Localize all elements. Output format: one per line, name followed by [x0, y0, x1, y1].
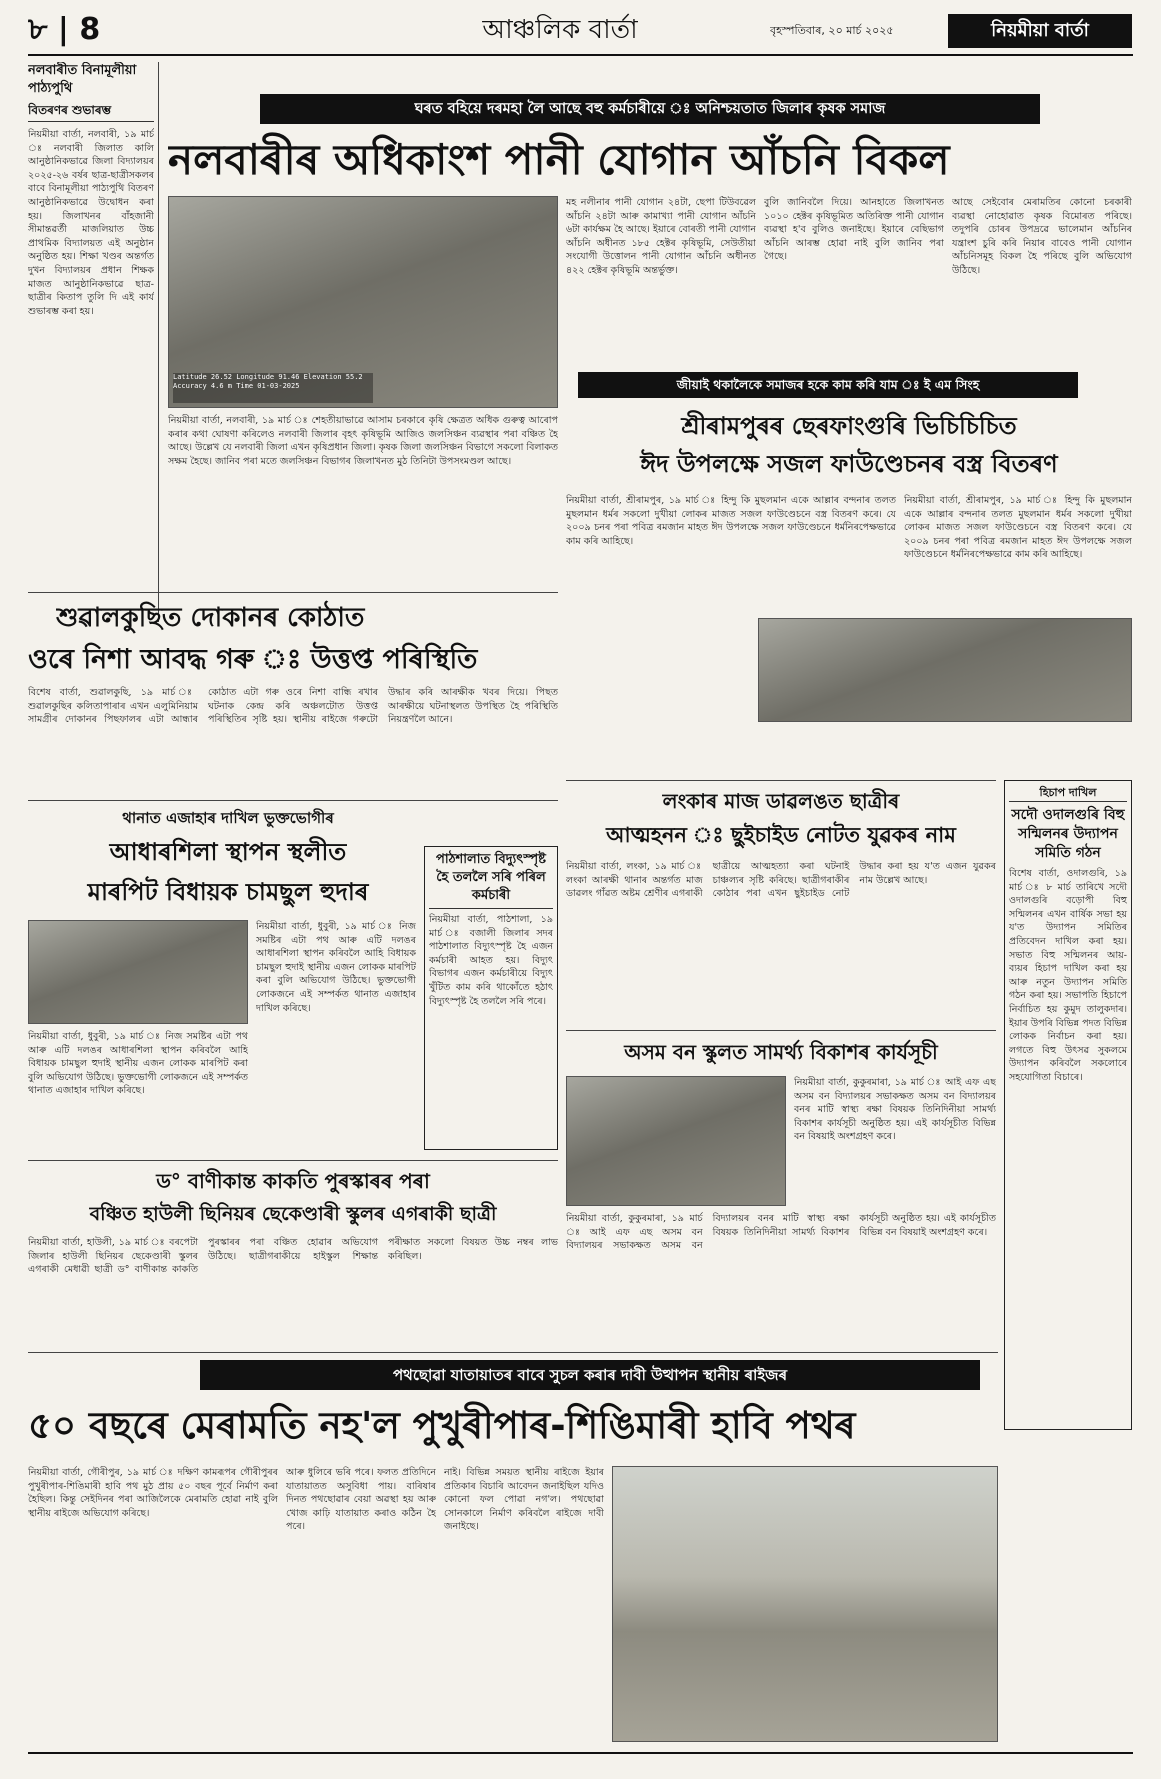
bihu-headline: সদৌ ওদালগুৰি বিহু সন্মিলনৰ উদ্যাপন সমিতি গঠন: [1011, 807, 1125, 861]
footer-rule: [28, 1752, 1133, 1754]
bihu-kicker: হিচাপ দাখিল: [1009, 785, 1127, 802]
mla-crowd-photo: [28, 920, 248, 1024]
section-divider: [28, 592, 558, 593]
shuwalkuchi-headline-1: শুৱালকুছিত দোকানৰ কোঠাত: [56, 603, 365, 633]
top-banner: ঘৰত বহিয়ে দৰমহা লৈ আছে বহু কৰ্মচাৰীয়ে ঃ অনিশ্চয়তাত জিলাৰ কৃষক সমাজ: [260, 94, 1040, 124]
huda-headline-1: আধাৰশিলা স্থাপন স্থলীত: [109, 838, 347, 866]
sidebar-story-title: নলবাৰীত বিনামূলীয়া পাঠ্যপুথি: [28, 63, 137, 96]
huda-headline-2: মাৰপিট বিধায়ক চামছুল হুদাৰ: [87, 878, 369, 906]
lead-story-col-4: আছে সেইবোৰ মেৰামতিৰ কোনো চৰকাৰী ব্যৱস্থা নোহোৱাত কৃষক বিমোৰত পৰিছে। তদুপৰি চোৰৰ উপদ্ৰৱে ভালেমান আঁচনিৰ যন্ত্ৰাংশ চুৰি কৰি নিয়াৰ বাবেও পানী যোগান আঁচনিসমূহ বিকল হৈ পৰিছে বুলি অভিযোগ উঠিছে।: [952, 197, 1132, 276]
lead-story-col-2: মহ নলীনাৰ পানী যোগান ২৪টা, ছেপা টিউবৱেল আঁচনি ২৪টা আৰু কামাখ্যা পানী যোগান আঁচনি ৬টা কাৰ্যক্ষম হৈ আছে। ইয়াৰে বোৰতী পানী যোগান আঁচনি অধীনত ১৮৫ হেক্টৰ কৃষিভূমি, সেউতীয়া সংযোগী উত্তোলন পানী যোগান আঁচনি অধীনত ৪২২ হেক্টৰ কৃষিভূমি অন্তৰ্ভুক্ত।: [566, 197, 756, 276]
cloth-distribution-photo: [758, 618, 1132, 722]
shrirampur-headline-1: শ্ৰীৰামপুৰৰ ছেৰফাংগুৰি ভিচিচিচিত: [681, 412, 1017, 440]
bottom-banner: পথছোৱা যাতায়াতৰ বাবে সুচল কৰাৰ দাবী উত্থাপন স্থানীয় ৰাইজৰ: [200, 1360, 980, 1390]
shrirampur-body: নিয়মীয়া বাৰ্তা, শ্ৰীৰামপুৰ, ১৯ মাৰ্চ ঃ হিন্দু কি মুছলমান একে আল্লাৰ বন্দনাৰ তলত মুছলমান ধৰ্মৰ সকলো দুখীয়া লোকৰ মাজত সজল ফাউণ্ডেচনে বস্ত্ৰ বিতৰণ কৰে। যে ২০০৯ চনৰ পৰা পবিত্ৰ ৰমজান মাহত ঈদ উপলক্ষে সজল ফাউণ্ডেচনে ধৰ্মনিৰপেক্ষভাৱে কাম কৰি আহিছে।: [566, 495, 896, 547]
section-divider: [28, 1160, 558, 1161]
shrirampur-headline-2: ঈদ উপলক্ষে সজল ফাউণ্ডেচনৰ বস্ত্ৰ বিতৰণ: [640, 450, 1058, 478]
forest-body-bottom: নিয়মীয়া বাৰ্তা, কুকুৰমাৰা, ১৯ মাৰ্চ ঃ আই এফ এছ অসম বন বিদ্যালয়ৰ সভাকক্ষত অসম বন বিদ্যালয়ৰ বনৰ মাটি স্বাস্থ্য ৰক্ষা বিষয়ক তিনিদিনীয়া সামৰ্থ্য বিকাশৰ কাৰ্যসূচী অনুষ্ঠিত হয়। এই কাৰ্যসূচীত বিভিন্ন বন বিষয়াই অংশগ্ৰহণ কৰে।: [566, 1213, 996, 1252]
lanka-headline-2: আত্মহনন ঃ ছুইচাইড নোটত যুৱকৰ নাম: [606, 823, 956, 847]
section-title: আঞ্চলিক বাৰ্তা: [482, 15, 638, 45]
sidebar-story: [28, 62, 154, 612]
kakati-headline-1: ড° বাণীকান্ত কাকতি পুৰস্কাৰৰ পৰা: [156, 1169, 430, 1193]
page-number: ৮ | 8: [28, 12, 101, 47]
huda-body-left: নিয়মীয়া বাৰ্তা, ধুবুৰী, ১৯ মাৰ্চ ঃ নিজ সমষ্টিৰ এটা পথ আৰু এটি দলঙৰ আধাৰশিলা স্থাপন কৰিবলৈ আহি বিধায়ক চামছুল হুদাই স্থানীয় এজন লোকক মাৰপিট কৰা বুলি অভিযোগ উঠিছে। ভুক্তভোগী লোকজনে এই সম্পৰ্কত থানাত এজাহাৰ দাখিল কৰিছে।: [28, 1031, 248, 1097]
bihu-body: বিশেষ বাৰ্তা, ওদালগুৰি, ১৯ মাৰ্চ ঃ ৮ মাৰ্চ তাৰিখে সদৌ ওদালগুৰি বড়োপী বিহু সন্মিলনৰ এখন বাৰ্ষিক সভা হয় য'ত উদ্যাপন সমিতিৰ প্ৰতিবেদন দাখিল কৰা হয়। সভাত বিহু সন্মিলনৰ আয়-ব্যয়ৰ হিচাপ দাখিল কৰা হয় আৰু নতুন উদ্যাপন সমিতি গঠন কৰা হয়। সভাপতি হিচাপে নিৰ্বাচিত হয় কুমুদ তালুকদাৰ। ইয়াৰ উপৰি বিভিন্ন পদত বিভিন্ন লোকক নিৰ্বাচন কৰা হয়। লগতে বিহু উৎসৱ সুকলমে উদ্যাপন কৰিবলৈ সকলোৰে সহযোগিতা বিচাৰে।: [1009, 868, 1127, 1083]
bottom-body-col-2: আৰু ধুলিৰে ভৰি পৰে। ফলত প্ৰতিদিনে যাতায়াতত অসুবিধা পায়। বাৰিষাৰ দিনত পথছোৱাৰ বেয়া অৱস্থা হয় আৰু খোজ কাঢ়ি যাতায়াত কৰাও কঠিন হৈ পৰে।: [286, 1467, 436, 1533]
bihu-committee-box: [1004, 780, 1132, 1430]
sidebar-story-subtitle: বিতৰণৰ শুভাৰম্ভ: [28, 102, 154, 122]
shuwalkuchi-headline-2: ওৰে নিশা আবদ্ধ গৰু ঃ উত্তপ্ত পৰিস্থিতি: [28, 644, 478, 675]
electrocution-body: নিয়মীয়া বাৰ্তা, পাঠশালা, ১৯ মাৰ্চ ঃ বজালী জিলাৰ সদৰ পাঠশালাত বিদ্যুৎস্পৃষ্ট হৈ এজন কৰ্মচাৰী আহত হয়। বিদ্যুৎ বিভাগৰ এজন কৰ্মচাৰীয়ে বিদ্যুৎ খুঁটিত কাম কৰি থাকোঁতে হঠাৎ বিদ্যুৎস্পৃষ্ট হৈ তললৈ সৰি পৰে।: [429, 914, 553, 1007]
huda-kicker: থানাত এজাহাৰ দাখিল ভুক্তভোগীৰ: [122, 809, 334, 827]
section-divider: [28, 800, 558, 801]
main-headline: নলবাৰীৰ অধিকাংশ পানী যোগান আঁচনি বিকল: [168, 135, 950, 184]
electrocution-box: [424, 846, 558, 1150]
bottom-body-col-3: নাই। বিভিন্ন সময়ত স্থানীয় ৰাইজে ইয়াৰ প্ৰতিকাৰ বিচাৰি আবেদন জনাইছিল যদিও কোনো ফল পোৱা নগ'ল। পথছোৱা সোনকালে নিৰ্মাণ কৰিবলৈ ৰাইজে দাবী জনাইছে।: [444, 1467, 604, 1533]
section-divider: [28, 1352, 998, 1353]
solar-pump-photo: [168, 196, 558, 408]
electrocution-headline: পাঠশালাত বিদ্যুৎস্পৃষ্ট হৈ তললৈ সৰি পৰিল কৰ্মচাৰী: [429, 851, 553, 909]
sidebar-story-body: নিয়মীয়া বাৰ্তা, নলবাৰী, ১৯ মাৰ্চ ঃ নলবাৰী জিলাত কালি আনুষ্ঠানিকভাৱে জিলা বিদ্যালয়ৰ ২০২৫-২৬ বৰ্ষৰ ছাত্ৰ-ছাত্ৰীসকলৰ বাবে বিনামূলীয়া পাঠ্যপুথি বিতৰণ আনুষ্ঠানিকভাৱে উদ্বোধন কৰা হয়। জিলাখনৰ বাঁহজানী সীমান্তৱৰ্তী মাজলিয়াত উচ্চ প্ৰাথমিক বিদ্যালয়ত এই অনুষ্ঠান অনুষ্ঠিত হয়। শিক্ষা খণ্ডৰ অন্তৰ্গত দুখন বিদ্যালয়ৰ প্ৰধান শিক্ষক মাজত আনুষ্ঠানিকভাৱে ছাত্ৰ-ছাত্ৰীৰ কিতাপ তুলি দি এই কাৰ্য শুভাৰম্ভ কৰা হয়।: [28, 129, 154, 317]
forest-headline: অসম বন স্কুলত সামৰ্থ্য বিকাশৰ কাৰ্যসূচী: [624, 1040, 938, 1064]
column-divider: [158, 62, 159, 622]
bottom-body-col-1: নিয়মীয়া বাৰ্তা, গৌৰীপুৰ, ১৯ মাৰ্চ ঃ দক্ষিণ কামৰূপৰ গৌৰীপুৰৰ পুখুৰীপাৰ-শিঙিমাৰী হাবি পথ মুঠ প্ৰায় ৫০ বছৰ পূৰ্বে নিৰ্মাণ কৰা হৈছিল। কিন্তু সেইদিনৰ পৰা আজিলৈকে মেৰামতি হোৱা নাই বুলি স্থানীয় ৰাইজে অভিযোগ কৰিছে।: [28, 1467, 278, 1519]
shrirampur-body-right: নিয়মীয়া বাৰ্তা, শ্ৰীৰামপুৰ, ১৯ মাৰ্চ ঃ হিন্দু কি মুছলমান একে আল্লাৰ বন্দনাৰ তলত মুছলমান ধৰ্মৰ সকলো দুখীয়া লোকৰ মাজত সজল ফাউণ্ডেচনে বস্ত্ৰ বিতৰণ কৰে। যে ২০০৯ চনৰ পৰা পবিত্ৰ ৰমজান মাহত ঈদ উপলক্ষে সজল ফাউণ্ডেচনে ধৰ্মনিৰপেক্ষভাৱে কাম কৰি আহিছে।: [904, 495, 1132, 561]
lead-story-col-3: বুলি জানিবলৈ দিয়ে। আনহাতে জিলাখনত ১০১০ হেক্টৰ কৃষিভূমিত অতিৰিক্ত পানী যোগান ব্যৱস্থা হ'ব বুলিও জনাইছে। ইয়াৰে বেছিভাগ আঁচনি আৰম্ভ হোৱা নাই বুলি জানিব পৰা গৈছে।: [764, 197, 944, 263]
lanka-body: নিয়মীয়া বাৰ্তা, লংকা, ১৯ মাৰ্চ ঃ লংকা আৰক্ষী থানাৰ অন্তৰ্গত মাজ ডাৱলং গাঁৱত অষ্টম শ্ৰেণীৰ এগৰাকী ছাত্ৰীয়ে আত্মহত্যা কৰা ঘটনাই চাঞ্চল্যৰ সৃষ্টি কৰিছে। ছাত্ৰীগৰাকীৰ কোঠাৰ পৰা এখন ছুইচাইড নোট উদ্ধাৰ কৰা হয় য'ত এজন যুৱকৰ নাম উল্লেখ আছে।: [566, 861, 996, 900]
damaged-road-photo: [612, 1466, 998, 1742]
forest-body-right: নিয়মীয়া বাৰ্তা, কুকুৰমাৰা, ১৯ মাৰ্চ ঃ আই এফ এছ অসম বন বিদ্যালয়ৰ সভাকক্ষত অসম বন বিদ্যালয়ৰ বনৰ মাটি স্বাস্থ্য ৰক্ষা বিষয়ক তিনিদিনীয়া সামৰ্থ্য বিকাশৰ কাৰ্যসূচী অনুষ্ঠিত হয়। এই কাৰ্যসূচীত বিভিন্ন বন বিষয়াই অংশগ্ৰহণ কৰে।: [794, 1077, 996, 1143]
lead-story-col-1: নিয়মীয়া বাৰ্তা, নলবাৰী, ১৯ মাৰ্চ ঃ শেহতীয়াভাৱে আসাম চৰকাৰে কৃষি ক্ষেত্ৰত অধিক গুৰুত্ব আৰোপ কৰাৰ কথা ঘোষণা কৰিলেও নলবাৰী জিলাৰ বৃহৎ কৃষিভূমি আজিও জলসিঞ্চন ব্যৱস্থাৰ পৰা বঞ্চিত হৈ আছে। উল্লেখ যে নলবাৰী জিলা এখন কৃষিপ্ৰধান জিলা। কৃষক জিলা জলসিঞ্চন বিভাগে সকলো বিলাকত সক্ষম হৈছে। জানিব পৰা মতে জলসিঞ্চন বিভাগৰ জিলাখনত মুঠ তিনিটা উপসংমণ্ডল আছে।: [168, 415, 558, 467]
bottom-headline: ৫০ বছৰে মেৰামতি নহ'ল পুখুৰীপাৰ-শিঙিমাৰী হাবি পথৰ: [28, 1404, 856, 1447]
forest-school-group-photo: [566, 1076, 786, 1206]
section-divider: [566, 780, 996, 781]
header-rule: [28, 54, 1133, 56]
kakati-headline-2: বঞ্চিত হাউলী ছিনিয়ৰ ছেকেণ্ডাৰী স্কুলৰ এগৰাকী ছাত্ৰী: [89, 1203, 497, 1225]
masthead-logo: নিয়মীয়া বাৰ্তা: [948, 14, 1132, 48]
lanka-headline-1: লংকাৰ মাজ ডাৱলঙত ছাত্ৰীৰ: [662, 789, 900, 813]
photo-gps-overlay: Latitude 26.52 Longitude 91.46 Elevation 55.2 Accuracy 4.6 m Time 01-03-2025: [173, 373, 373, 403]
issue-date: বৃহস্পতিবাৰ, ২০ মাৰ্চ ২০২৫: [770, 24, 894, 37]
shuwalkuchi-body: বিশেষ বাৰ্তা, শুৱালকুছি, ১৯ মাৰ্চ ঃ শুৱালকুছিৰ কলিতাপাৰাৰ এখন এলুমিনিয়াম সামগ্ৰীৰ দোকানৰ পিছফালৰ এটা আন্ধাৰ কোঠাত এটা গৰু ওৰে নিশা বান্ধি ৰখাৰ ঘটনাক কেন্দ্ৰ কৰি অঞ্চলটোত উত্তপ্ত পৰিস্থিতিৰ সৃষ্টি হয়। স্থানীয় ৰাইজে গৰুটো উদ্ধাৰ কৰি আৰক্ষীক খবৰ দিয়ে। পিছত আৰক্ষীয়ে ঘটনাস্থলত উপস্থিত হৈ পৰিস্থিতি নিয়ন্ত্ৰণলৈ আনে।: [28, 687, 558, 726]
kakati-body: নিয়মীয়া বাৰ্তা, হাউলী, ১৯ মাৰ্চ ঃ বৰপেটা জিলাৰ হাউলী ছিনিয়ৰ ছেকেণ্ডাৰী স্কুলৰ এগৰাকী মেধাৱী ছাত্ৰী ড° বাণীকান্ত কাকতি পুৰস্কাৰৰ পৰা বঞ্চিত হোৱাৰ অভিযোগ উঠিছে। ছাত্ৰীগৰাকীয়ে হাইস্কুল শিক্ষান্ত পৰীক্ষাত সকলো বিষয়ত উচ্চ নম্বৰ লাভ কৰিছিল।: [28, 1237, 558, 1276]
huda-body-right: নিয়মীয়া বাৰ্তা, ধুবুৰী, ১৯ মাৰ্চ ঃ নিজ সমষ্টিৰ এটা পথ আৰু এটি দলঙৰ আধাৰশিলা স্থাপন কৰিবলৈ আহি বিধায়ক চামছুল হুদাই স্থানীয় এজন লোকক মাৰপিট কৰা বুলি অভিযোগ উঠিছে। ভুক্তভোগী লোকজনে এই সম্পৰ্কত থানাত এজাহাৰ দাখিল কৰিছে।: [256, 921, 416, 1014]
section-divider: [566, 1030, 996, 1031]
shrirampur-kicker: জীয়াই থকালৈকে সমাজৰ হকে কাম কৰি যাম ঃ ই এম সিংহ: [578, 372, 1078, 398]
